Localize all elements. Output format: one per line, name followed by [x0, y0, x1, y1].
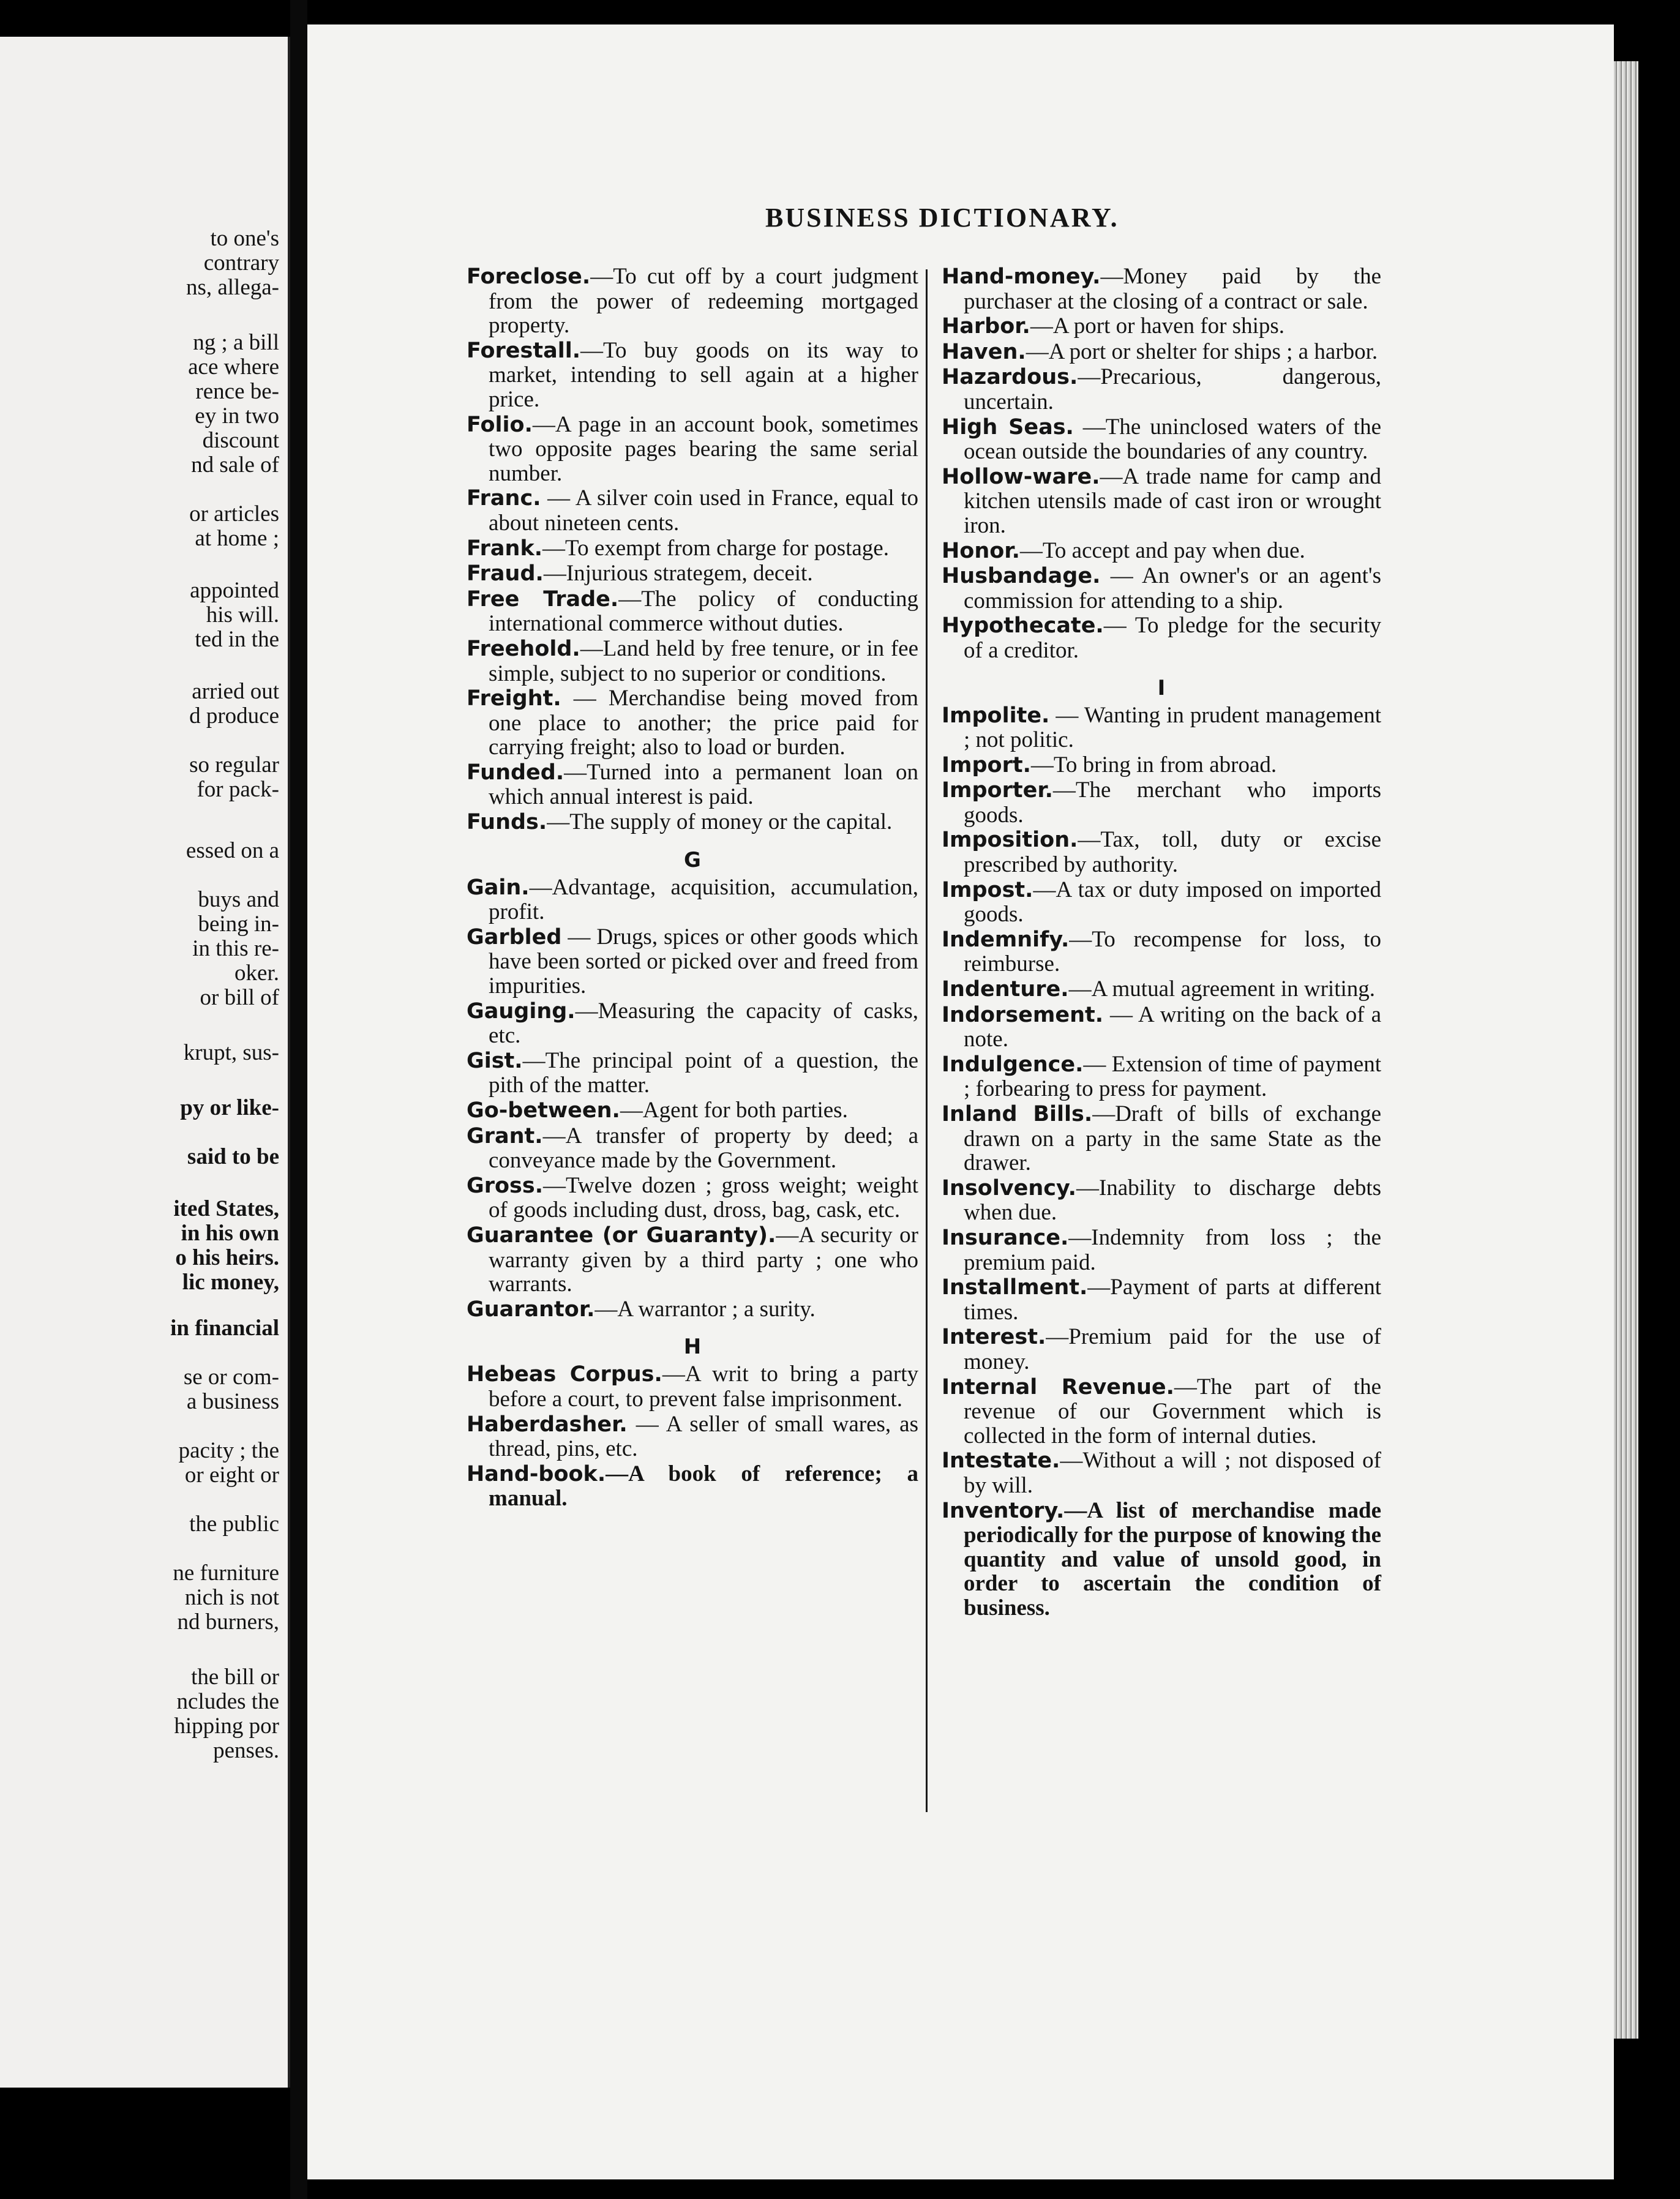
entry-definition: —Money paid by the purchaser at the closing of a contract or sale.	[964, 264, 1381, 314]
dictionary-entry	[467, 810, 918, 835]
entry-term: Go-between.	[467, 1098, 620, 1123]
entry-definition: — Merchandise being moved from one place to another; the price paid for carrying freight; also to load or burden.	[489, 686, 918, 760]
dictionary-entry	[942, 264, 1381, 313]
left-page-line: rence be-	[195, 379, 279, 404]
left-page-line: the bill or	[191, 1665, 279, 1690]
entry-term: Insurance.	[942, 1225, 1069, 1250]
entry-definition: — An owner's or an agent's commission for attending to a ship.	[964, 563, 1381, 613]
dictionary-entry	[467, 1462, 918, 1511]
dictionary-entry	[467, 339, 918, 412]
entry-definition: —A writ to bring a party before a court, to prevent false imprisonment.	[489, 1362, 918, 1412]
entry-definition: —The uninclosed waters of the ocean outside the boundaries of any country.	[964, 414, 1381, 465]
entry-definition: — A seller of small wares, as thread, pins, etc.	[489, 1411, 918, 1462]
dictionary-entry	[942, 977, 1381, 1002]
entry-term: Foreclose.	[467, 264, 591, 289]
entry-term: Honor.	[942, 538, 1020, 563]
left-page-line: to one's	[210, 226, 279, 251]
entry-term: Frank.	[467, 536, 543, 561]
entry-term: Intestate.	[942, 1448, 1060, 1474]
dictionary-entry	[942, 365, 1381, 414]
left-page-line: or bill of	[200, 985, 279, 1010]
dictionary-entry	[942, 1275, 1381, 1324]
entry-term: Freehold.	[467, 636, 580, 661]
entry-definition: —Precarious, dangerous, uncertain.	[964, 364, 1381, 414]
left-page-line: so regular	[189, 752, 279, 777]
entry-definition: — Drugs, spices or other goods which have been sorted or picked over and freed from impurities.	[489, 924, 918, 999]
entry-term: Indemnify.	[942, 927, 1070, 952]
entry-term: Hand-book.	[467, 1461, 606, 1486]
entry-term: Garbled	[467, 924, 562, 950]
left-page-line: ited States,	[173, 1196, 279, 1221]
entry-term: Gauging.	[467, 998, 576, 1024]
left-page-line: se or com-	[183, 1365, 279, 1390]
section-letter: G	[684, 847, 701, 872]
entry-term: Gain.	[467, 875, 530, 900]
dictionary-entry	[942, 1325, 1381, 1374]
dictionary-entry	[942, 927, 1381, 976]
entry-term: Folio.	[467, 412, 533, 437]
left-page-line: the public	[189, 1512, 279, 1537]
entry-term: Indulgence.	[942, 1052, 1084, 1077]
left-page-line: nd burners,	[177, 1609, 279, 1635]
entry-definition: —The policy of conducting international commerce without duties.	[489, 586, 919, 637]
dictionary-entry	[942, 415, 1381, 464]
dictionary-column-right	[942, 264, 1381, 1620]
left-page-line: or articles	[189, 501, 279, 526]
entry-term: Imposition.	[942, 828, 1078, 853]
left-page-line: o his heirs.	[175, 1245, 279, 1270]
entry-definition: —The supply of money or the capital.	[547, 809, 893, 835]
dictionary-entry	[942, 613, 1381, 662]
dictionary-entry	[467, 875, 918, 924]
entry-definition: —Indemnity from loss ; the premium paid.	[964, 1224, 1381, 1275]
left-page-line: or eight or	[184, 1463, 279, 1488]
entry-definition: — Wanting in prudent management ; not politic.	[964, 702, 1381, 753]
running-head: BUSINESS DICTIONARY.	[765, 203, 1119, 233]
entry-definition: —To buy goods on its way to market, intending to sell again at a higher price.	[489, 337, 918, 412]
dictionary-entry	[467, 1223, 918, 1297]
entry-definition: —A port or shelter for ships ; a harbor.	[1026, 339, 1378, 364]
entry-term: Grant.	[467, 1123, 543, 1148]
dictionary-entry	[467, 1362, 918, 1411]
entry-definition: — A silver coin used in France, equal to about nineteen cents.	[489, 485, 918, 536]
left-page-line: penses.	[213, 1738, 279, 1763]
dictionary-entry	[942, 1499, 1381, 1620]
entry-term: Guarantee (or Guaranty).	[467, 1223, 776, 1248]
entry-term: Haberdasher.	[467, 1412, 628, 1437]
entry-term: High Seas.	[942, 414, 1074, 440]
left-page-line: a business	[186, 1389, 279, 1414]
entry-definition: —A security or warranty given by a third party ; one who warrants.	[489, 1222, 918, 1297]
dictionary-column-left	[467, 264, 918, 1512]
dictionary-entry	[942, 539, 1381, 564]
dictionary-entry	[467, 686, 918, 760]
entry-definition: —A warrantor ; a surity.	[594, 1296, 816, 1322]
entry-definition: —Agent for both parties.	[620, 1098, 848, 1123]
left-page-line: in his own	[181, 1221, 279, 1246]
left-page-line: said to be	[187, 1144, 279, 1169]
entry-term: Indenture.	[942, 977, 1069, 1002]
dictionary-entry	[467, 760, 918, 809]
left-page-line: ne furniture	[173, 1560, 279, 1586]
entry-definition: —The merchant who imports goods.	[964, 777, 1381, 828]
left-page-line: ng ; a bill	[193, 330, 279, 355]
left-page-line: lic money,	[182, 1270, 279, 1295]
entry-term: Harbor.	[942, 314, 1030, 339]
dictionary-entry	[467, 1124, 918, 1173]
page-edge	[1614, 61, 1638, 2039]
entry-term: Internal Revenue.	[942, 1374, 1174, 1399]
entry-definition: — A writing on the back of a note.	[964, 1002, 1381, 1052]
left-page-line: in financial	[170, 1316, 279, 1341]
dictionary-entry	[942, 1375, 1381, 1448]
entry-definition: —A book of reference; a manual.	[489, 1461, 918, 1512]
dictionary-entry	[942, 314, 1381, 339]
entry-term: Gist.	[467, 1048, 523, 1073]
dictionary-entry	[942, 1176, 1381, 1225]
left-page-line: at home ;	[195, 526, 279, 551]
entry-definition: —Without a will ; not disposed of by will.	[964, 1448, 1381, 1498]
left-page-line: ey in two	[195, 403, 279, 429]
entry-definition: —A list of merchandise made periodically for the purpose of knowing the quantity and value of unsold good, in order to ascertain the condition of business.	[964, 1497, 1381, 1620]
dictionary-entry	[942, 1448, 1381, 1497]
entry-term: Hebeas Corpus.	[467, 1362, 662, 1387]
entry-definition: — Extension of time of payment ; forbearing to press for payment.	[964, 1051, 1381, 1102]
entry-definition: —Inability to discharge debts when due.	[964, 1175, 1381, 1226]
dictionary-entry	[467, 413, 918, 486]
entry-term: Importer.	[942, 778, 1053, 803]
dictionary-entry	[467, 999, 918, 1048]
left-page-fragment	[0, 37, 290, 2088]
left-page-line: ted in the	[195, 627, 279, 652]
section-letter: H	[683, 1335, 702, 1360]
entry-definition: —Premium paid for the use of money.	[964, 1324, 1381, 1374]
entry-definition: —Tax, toll, duty or excise prescribed by authority.	[964, 827, 1381, 878]
dictionary-entry	[467, 1412, 918, 1461]
entry-definition: —To recompense for loss, to reimburse.	[964, 926, 1381, 977]
dictionary-entry	[942, 564, 1381, 613]
entry-term: Hazardous.	[942, 365, 1078, 390]
dictionary-entry	[942, 703, 1381, 752]
left-page-line: contrary	[203, 250, 279, 275]
dictionary-entry	[467, 1098, 918, 1123]
left-page-line: d produce	[189, 703, 279, 729]
left-page-line: discount	[202, 428, 279, 453]
dictionary-entry	[942, 753, 1381, 778]
left-page-line: in this re-	[192, 936, 279, 961]
entry-term: Funds.	[467, 810, 547, 835]
entry-definition: —Draft of bills of exchange drawn on a party in the same State as the drawer.	[964, 1101, 1381, 1176]
entry-term: Impost.	[942, 877, 1033, 902]
dictionary-entry	[942, 1052, 1381, 1101]
dictionary-entry	[467, 925, 918, 998]
dictionary-entry	[467, 536, 918, 561]
entry-term: Franc.	[467, 486, 541, 511]
left-page-line: oker.	[234, 961, 279, 986]
left-page-line: krupt, sus-	[183, 1040, 279, 1065]
entry-definition: —Land held by free tenure, or in fee simple, subject to no superior or conditions.	[489, 635, 918, 686]
entry-term: Inland Bills.	[942, 1102, 1093, 1126]
left-page-line: nich is not	[184, 1585, 279, 1610]
entry-term: Guarantor.	[467, 1297, 595, 1322]
entry-term: Free Trade.	[467, 586, 619, 612]
left-page-line: ace where	[188, 354, 279, 380]
entry-definition: —A port or haven for ships.	[1030, 313, 1285, 339]
left-page-line: ns, allega-	[186, 275, 279, 300]
left-page-line: essed on a	[186, 838, 279, 863]
left-page-line: for pack-	[197, 777, 279, 802]
dictionary-entry	[467, 1049, 918, 1098]
column-rule	[926, 269, 928, 1812]
entry-term: Fraud.	[467, 561, 544, 586]
entry-definition: —Payment of parts at different times.	[964, 1275, 1381, 1325]
entry-definition: —To bring in from abroad.	[1030, 752, 1277, 777]
left-page-line: hipping por	[174, 1714, 279, 1739]
dictionary-entry	[467, 587, 918, 636]
left-page-line: py or like-	[180, 1095, 279, 1120]
entry-definition: —Twelve dozen ; gross weight; weight of goods including dust, dross, bag, cask, etc.	[489, 1172, 918, 1223]
entry-definition: —The part of the revenue of our Government which is collected in the form of internal duties.	[964, 1374, 1381, 1448]
dictionary-entry	[942, 1102, 1381, 1175]
left-page-line: pacity ; the	[178, 1438, 279, 1463]
dictionary-entry	[467, 264, 918, 338]
entry-definition: —Injurious strategem, deceit.	[543, 561, 813, 586]
left-page-line: nd sale of	[191, 452, 279, 478]
entry-term: Gross.	[467, 1173, 543, 1198]
dictionary-entry	[942, 828, 1381, 877]
dictionary-entry	[942, 1003, 1381, 1052]
left-page-line: appointed	[190, 578, 279, 603]
dictionary-entry	[467, 637, 918, 686]
entry-term: Forestall.	[467, 338, 581, 363]
section-letter: I	[1157, 675, 1166, 700]
entry-term: Interest.	[942, 1325, 1046, 1350]
entry-definition: —A transfer of property by deed; a conveyance made by the Government.	[489, 1123, 918, 1174]
dictionary-entry	[942, 778, 1381, 827]
entry-term: Impolite.	[942, 703, 1050, 728]
entry-term: Hypothecate.	[942, 613, 1104, 639]
entry-term: Haven.	[942, 339, 1026, 364]
left-page-line: buys and	[198, 887, 279, 912]
entry-definition: —To cut off by a court judgment from the power of redeeming mortgaged property.	[489, 264, 918, 339]
entry-term: Inventory.	[942, 1498, 1065, 1523]
entry-term: Funded.	[467, 760, 564, 785]
entry-definition: —A tax or duty imposed on imported goods.	[964, 877, 1381, 927]
entry-term: Insolvency.	[942, 1175, 1076, 1201]
entry-definition: —Advantage, acquisition, accumulation, profit.	[489, 874, 918, 925]
dictionary-entry	[942, 340, 1381, 365]
entry-term: Import.	[942, 752, 1031, 777]
entry-definition: — To pledge for the security of a creditor.	[964, 613, 1381, 663]
entry-definition: —A page in an account book, sometimes two opposite pages bearing the same serial number.	[489, 411, 918, 486]
book-gutter	[290, 0, 307, 2199]
dictionary-entry	[467, 561, 918, 586]
entry-definition: —To exempt from charge for postage.	[542, 535, 889, 561]
entry-term: Husbandage.	[942, 564, 1101, 589]
entry-term: Installment.	[942, 1275, 1088, 1300]
entry-term: Hollow-ware.	[942, 464, 1100, 489]
entry-definition: —Turned into a permanent loan on which annual interest is paid.	[489, 759, 918, 810]
entry-term: Indorsement.	[942, 1002, 1104, 1027]
entry-definition: —A trade name for camp and kitchen utensils made of cast iron or wrought iron.	[964, 463, 1381, 538]
dictionary-entry	[467, 1297, 918, 1322]
entry-definition: —The principal point of a question, the pith of the matter.	[489, 1047, 918, 1098]
entry-term: Hand-money.	[942, 264, 1101, 289]
dictionary-entry	[942, 878, 1381, 927]
entry-definition: —A mutual agreement in writing.	[1068, 976, 1376, 1002]
left-page-line: being in-	[198, 912, 279, 937]
left-page-line: his will.	[206, 602, 279, 627]
dictionary-entry	[942, 1226, 1381, 1275]
entry-definition: —Measuring the capacity of casks, etc.	[489, 998, 918, 1049]
dictionary-entry	[467, 486, 918, 535]
left-page-line: arried out	[192, 679, 279, 704]
left-page-line: ncludes the	[176, 1689, 279, 1714]
dictionary-entry	[942, 465, 1381, 538]
entry-definition: —To accept and pay when due.	[1019, 538, 1305, 563]
dictionary-entry	[467, 1174, 918, 1223]
entry-term: Freight.	[467, 686, 561, 711]
